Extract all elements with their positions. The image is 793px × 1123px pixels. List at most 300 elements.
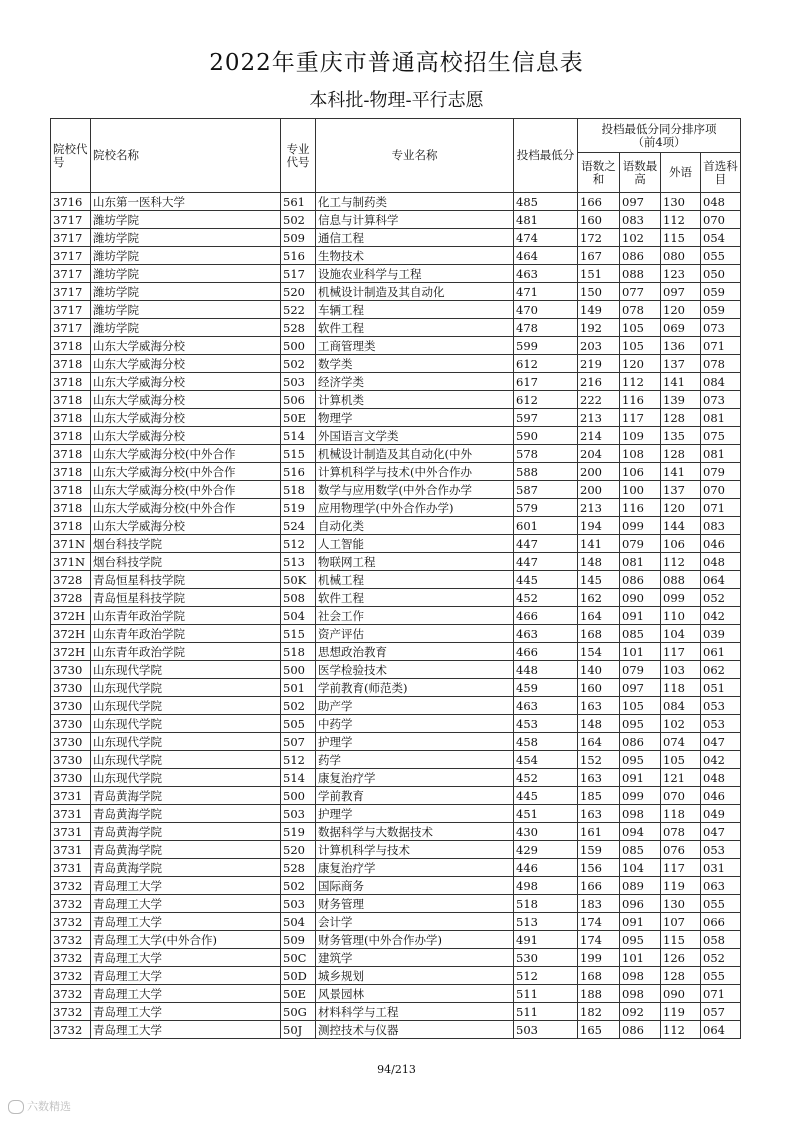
table-row	[51, 805, 741, 823]
cell-major-name: 生物技术	[316, 247, 514, 265]
cell-major-name: 软件工程	[316, 589, 514, 607]
cell-chinese-math-max: 079	[620, 535, 661, 553]
cell-school-code: 371N	[51, 553, 91, 571]
cell-chinese-math-sum: 174	[578, 913, 620, 931]
cell-school-name: 山东青年政治学院	[91, 625, 281, 643]
cell-major-code: 50E	[281, 985, 316, 1003]
cell-chinese-math-max: 077	[620, 283, 661, 301]
table-row	[51, 1003, 741, 1021]
cell-major-code: 501	[281, 679, 316, 697]
cell-min-score: 463	[514, 697, 578, 715]
cell-chinese-math-sum: 148	[578, 715, 620, 733]
cell-major-name: 医学检验技术	[316, 661, 514, 679]
cell-school-name: 潍坊学院	[91, 301, 281, 319]
cell-chinese-math-sum: 199	[578, 949, 620, 967]
table-row	[51, 445, 741, 463]
cell-major-name: 药学	[316, 751, 514, 769]
table-row	[51, 553, 741, 571]
cell-chinese-math-sum: 145	[578, 571, 620, 589]
cell-school-code: 3732	[51, 1003, 91, 1021]
cell-school-name: 烟台科技学院	[91, 553, 281, 571]
cell-chinese-math-sum: 163	[578, 805, 620, 823]
cell-school-code: 3731	[51, 823, 91, 841]
table-row	[51, 949, 741, 967]
cell-min-score: 498	[514, 877, 578, 895]
cell-school-name: 山东现代学院	[91, 769, 281, 787]
cell-foreign-language: 076	[661, 841, 701, 859]
cell-major-name: 物联网工程	[316, 553, 514, 571]
cell-chinese-math-max: 091	[620, 913, 661, 931]
cell-school-name: 青岛理工大学	[91, 967, 281, 985]
table-row	[51, 733, 741, 751]
cell-school-name: 山东青年政治学院	[91, 607, 281, 625]
cell-school-name: 青岛黄海学院	[91, 823, 281, 841]
cell-min-score: 464	[514, 247, 578, 265]
cell-min-score: 448	[514, 661, 578, 679]
cell-school-name: 山东大学威海分校	[91, 517, 281, 535]
cell-chinese-math-sum: 151	[578, 265, 620, 283]
header-chinese-math-sum: 语数之和	[578, 153, 620, 193]
cell-school-name: 青岛理工大学	[91, 877, 281, 895]
cell-first-subject: 071	[701, 499, 741, 517]
cell-major-code: 502	[281, 355, 316, 373]
cell-major-code: 528	[281, 319, 316, 337]
cell-foreign-language: 078	[661, 823, 701, 841]
cell-school-name: 山东大学威海分校(中外合作	[91, 481, 281, 499]
cell-first-subject: 070	[701, 481, 741, 499]
cell-first-subject: 071	[701, 337, 741, 355]
cell-min-score: 612	[514, 391, 578, 409]
table-row	[51, 319, 741, 337]
cell-major-code: 507	[281, 733, 316, 751]
cell-major-code: 512	[281, 535, 316, 553]
cell-foreign-language: 136	[661, 337, 701, 355]
cell-major-code: 50D	[281, 967, 316, 985]
cell-school-code: 3732	[51, 877, 91, 895]
table-row	[51, 787, 741, 805]
cell-foreign-language: 106	[661, 535, 701, 553]
cell-foreign-language: 130	[661, 193, 701, 211]
cell-chinese-math-max: 109	[620, 427, 661, 445]
table-row	[51, 481, 741, 499]
cell-foreign-language: 137	[661, 355, 701, 373]
table-row	[51, 643, 741, 661]
cell-chinese-math-sum: 156	[578, 859, 620, 877]
cell-major-name: 机械设计制造及其自动化(中外	[316, 445, 514, 463]
cell-foreign-language: 141	[661, 463, 701, 481]
cell-chinese-math-sum: 165	[578, 1021, 620, 1039]
cell-min-score: 430	[514, 823, 578, 841]
cell-major-name: 学前教育(师范类)	[316, 679, 514, 697]
cell-foreign-language: 069	[661, 319, 701, 337]
cell-chinese-math-max: 078	[620, 301, 661, 319]
table-row	[51, 841, 741, 859]
cell-chinese-math-sum: 164	[578, 607, 620, 625]
table-row	[51, 409, 741, 427]
cell-major-code: 516	[281, 463, 316, 481]
cell-foreign-language: 128	[661, 445, 701, 463]
cell-first-subject: 050	[701, 265, 741, 283]
cell-major-code: 502	[281, 211, 316, 229]
cell-chinese-math-sum: 150	[578, 283, 620, 301]
cell-major-name: 康复治疗学	[316, 769, 514, 787]
cell-foreign-language: 120	[661, 301, 701, 319]
table-row	[51, 877, 741, 895]
table-row	[51, 661, 741, 679]
cell-school-name: 山东大学威海分校	[91, 427, 281, 445]
cell-min-score: 512	[514, 967, 578, 985]
cell-major-code: 504	[281, 607, 316, 625]
cell-school-name: 青岛理工大学	[91, 895, 281, 913]
cell-school-name: 青岛黄海学院	[91, 805, 281, 823]
cell-first-subject: 070	[701, 211, 741, 229]
cell-first-subject: 055	[701, 247, 741, 265]
cell-first-subject: 042	[701, 607, 741, 625]
cell-first-subject: 048	[701, 553, 741, 571]
cell-major-code: 518	[281, 643, 316, 661]
cell-min-score: 503	[514, 1021, 578, 1039]
table-body	[51, 193, 741, 1039]
cell-first-subject: 046	[701, 787, 741, 805]
page-subtitle: 本科批-物理-平行志愿	[309, 90, 484, 111]
cell-chinese-math-sum: 168	[578, 967, 620, 985]
cell-chinese-math-max: 098	[620, 985, 661, 1003]
cell-major-code: 500	[281, 661, 316, 679]
table-row	[51, 265, 741, 283]
cell-min-score: 429	[514, 841, 578, 859]
watermark	[8, 1098, 71, 1114]
cell-first-subject: 083	[701, 517, 741, 535]
header-chinese-math-max: 语数最高	[620, 153, 661, 193]
cell-major-name: 中药学	[316, 715, 514, 733]
cell-school-name: 青岛理工大学	[91, 1003, 281, 1021]
table-row	[51, 535, 741, 553]
cell-foreign-language: 137	[661, 481, 701, 499]
cell-major-code: 50G	[281, 1003, 316, 1021]
cell-min-score: 453	[514, 715, 578, 733]
cell-min-score: 452	[514, 589, 578, 607]
cell-major-name: 数学与应用数学(中外合作办学	[316, 481, 514, 499]
cell-major-name: 思想政治教育	[316, 643, 514, 661]
cell-major-name: 机械设计制造及其自动化	[316, 283, 514, 301]
table-row	[51, 427, 741, 445]
cell-school-code: 3731	[51, 787, 91, 805]
table-row	[51, 985, 741, 1003]
cell-min-score: 447	[514, 553, 578, 571]
cell-major-name: 外国语言文学类	[316, 427, 514, 445]
cell-major-name: 化工与制药类	[316, 193, 514, 211]
cell-major-code: 514	[281, 769, 316, 787]
cell-major-code: 520	[281, 841, 316, 859]
cell-chinese-math-sum: 148	[578, 553, 620, 571]
cell-min-score: 518	[514, 895, 578, 913]
cell-school-code: 3732	[51, 967, 91, 985]
cell-foreign-language: 080	[661, 247, 701, 265]
cell-chinese-math-max: 095	[620, 751, 661, 769]
cell-first-subject: 049	[701, 805, 741, 823]
cell-major-name: 通信工程	[316, 229, 514, 247]
cell-school-name: 山东第一医科大学	[91, 193, 281, 211]
cell-school-code: 3717	[51, 319, 91, 337]
cell-school-code: 3730	[51, 751, 91, 769]
table-row	[51, 355, 741, 373]
cell-foreign-language: 120	[661, 499, 701, 517]
cell-major-code: 50K	[281, 571, 316, 589]
cell-school-name: 潍坊学院	[91, 229, 281, 247]
cell-chinese-math-sum: 164	[578, 733, 620, 751]
cell-major-name: 自动化类	[316, 517, 514, 535]
cell-school-code: 3718	[51, 337, 91, 355]
cell-first-subject: 062	[701, 661, 741, 679]
cell-chinese-math-max: 088	[620, 265, 661, 283]
cell-major-code: 520	[281, 283, 316, 301]
cell-major-code: 50E	[281, 409, 316, 427]
cell-chinese-math-sum: 204	[578, 445, 620, 463]
cell-school-name: 山东现代学院	[91, 751, 281, 769]
cell-major-name: 软件工程	[316, 319, 514, 337]
cell-major-code: 500	[281, 787, 316, 805]
cell-school-code: 372H	[51, 625, 91, 643]
cell-chinese-math-sum: 163	[578, 697, 620, 715]
cell-min-score: 445	[514, 787, 578, 805]
cell-foreign-language: 117	[661, 859, 701, 877]
cell-foreign-language: 105	[661, 751, 701, 769]
table-row	[51, 247, 741, 265]
table-row	[51, 193, 741, 211]
cell-school-name: 山东现代学院	[91, 733, 281, 751]
cell-major-code: 561	[281, 193, 316, 211]
cell-major-code: 503	[281, 895, 316, 913]
cell-school-code: 3716	[51, 193, 91, 211]
cell-min-score: 617	[514, 373, 578, 391]
cell-major-code: 518	[281, 481, 316, 499]
cell-chinese-math-sum: 200	[578, 463, 620, 481]
cell-min-score: 612	[514, 355, 578, 373]
cell-school-name: 青岛黄海学院	[91, 859, 281, 877]
cell-foreign-language: 139	[661, 391, 701, 409]
cell-major-code: 517	[281, 265, 316, 283]
cell-school-name: 潍坊学院	[91, 247, 281, 265]
cell-chinese-math-max: 095	[620, 715, 661, 733]
header-min-score: 投档最低分	[514, 119, 578, 193]
cell-first-subject: 039	[701, 625, 741, 643]
cell-first-subject: 052	[701, 589, 741, 607]
cell-school-code: 3731	[51, 859, 91, 877]
cell-chinese-math-sum: 185	[578, 787, 620, 805]
cell-chinese-math-max: 085	[620, 841, 661, 859]
cell-chinese-math-max: 102	[620, 229, 661, 247]
cell-foreign-language: 112	[661, 553, 701, 571]
cell-min-score: 458	[514, 733, 578, 751]
cell-school-code: 3732	[51, 931, 91, 949]
cell-major-code: 505	[281, 715, 316, 733]
cell-school-code: 3730	[51, 679, 91, 697]
cell-school-code: 3730	[51, 697, 91, 715]
watermark-text: 六数精选	[27, 1100, 71, 1113]
cell-school-name: 潍坊学院	[91, 283, 281, 301]
cell-first-subject: 059	[701, 283, 741, 301]
cell-school-name: 山东大学威海分校	[91, 337, 281, 355]
cell-foreign-language: 088	[661, 571, 701, 589]
cell-chinese-math-max: 108	[620, 445, 661, 463]
table-row	[51, 859, 741, 877]
header-major-code: 专业代号	[281, 119, 316, 193]
cell-first-subject: 059	[701, 301, 741, 319]
header-foreign-language: 外语	[661, 153, 701, 193]
cell-school-name: 山东大学威海分校	[91, 373, 281, 391]
cell-chinese-math-sum: 162	[578, 589, 620, 607]
cell-major-code: 506	[281, 391, 316, 409]
cell-chinese-math-max: 094	[620, 823, 661, 841]
cell-foreign-language: 135	[661, 427, 701, 445]
cell-school-code: 3717	[51, 247, 91, 265]
cell-school-name: 青岛理工大学(中外合作)	[91, 931, 281, 949]
cell-major-name: 机械工程	[316, 571, 514, 589]
cell-chinese-math-sum: 182	[578, 1003, 620, 1021]
cell-major-name: 会计学	[316, 913, 514, 931]
cell-foreign-language: 126	[661, 949, 701, 967]
cell-major-code: 50J	[281, 1021, 316, 1039]
cell-chinese-math-max: 101	[620, 949, 661, 967]
cell-foreign-language: 110	[661, 607, 701, 625]
cell-school-code: 3717	[51, 211, 91, 229]
cell-first-subject: 053	[701, 715, 741, 733]
cell-chinese-math-max: 089	[620, 877, 661, 895]
table-row	[51, 571, 741, 589]
cell-min-score: 463	[514, 265, 578, 283]
cell-chinese-math-sum: 219	[578, 355, 620, 373]
cell-major-name: 物理学	[316, 409, 514, 427]
cell-min-score: 513	[514, 913, 578, 931]
cell-min-score: 445	[514, 571, 578, 589]
cell-chinese-math-sum: 141	[578, 535, 620, 553]
cell-major-code: 528	[281, 859, 316, 877]
table-row	[51, 697, 741, 715]
cell-first-subject: 051	[701, 679, 741, 697]
header-tiebreak-title: 投档最低分同分排序项	[601, 121, 717, 136]
watermark-logo-icon	[8, 1100, 24, 1114]
cell-min-score: 452	[514, 769, 578, 787]
cell-chinese-math-max: 099	[620, 787, 661, 805]
cell-first-subject: 063	[701, 877, 741, 895]
cell-school-code: 371N	[51, 535, 91, 553]
cell-school-name: 山东现代学院	[91, 715, 281, 733]
table-row	[51, 589, 741, 607]
cell-chinese-math-sum: 161	[578, 823, 620, 841]
cell-major-code: 519	[281, 499, 316, 517]
table-row	[51, 229, 741, 247]
cell-major-code: 515	[281, 445, 316, 463]
cell-chinese-math-sum: 192	[578, 319, 620, 337]
cell-chinese-math-max: 095	[620, 931, 661, 949]
cell-chinese-math-max: 104	[620, 859, 661, 877]
cell-school-code: 3728	[51, 571, 91, 589]
cell-school-name: 山东大学威海分校	[91, 409, 281, 427]
cell-school-name: 山东现代学院	[91, 661, 281, 679]
table-row	[51, 679, 741, 697]
cell-min-score: 478	[514, 319, 578, 337]
cell-school-code: 3730	[51, 769, 91, 787]
cell-school-name: 青岛黄海学院	[91, 841, 281, 859]
cell-major-name: 应用物理学(中外合作办学)	[316, 499, 514, 517]
cell-first-subject: 052	[701, 949, 741, 967]
cell-chinese-math-max: 081	[620, 553, 661, 571]
cell-school-code: 372H	[51, 643, 91, 661]
cell-major-name: 工商管理类	[316, 337, 514, 355]
cell-foreign-language: 141	[661, 373, 701, 391]
cell-school-code: 3731	[51, 805, 91, 823]
cell-major-name: 护理学	[316, 805, 514, 823]
cell-foreign-language: 119	[661, 877, 701, 895]
cell-major-name: 数学类	[316, 355, 514, 373]
cell-school-name: 山东大学威海分校(中外合作	[91, 445, 281, 463]
cell-chinese-math-sum: 222	[578, 391, 620, 409]
cell-major-code: 508	[281, 589, 316, 607]
cell-foreign-language: 097	[661, 283, 701, 301]
table-row	[51, 967, 741, 985]
cell-first-subject: 046	[701, 535, 741, 553]
cell-school-code: 3718	[51, 409, 91, 427]
cell-chinese-math-max: 097	[620, 193, 661, 211]
cell-chinese-math-sum: 168	[578, 625, 620, 643]
cell-major-name: 计算机科学与技术(中外合作办	[316, 463, 514, 481]
cell-first-subject: 053	[701, 697, 741, 715]
cell-major-name: 康复治疗学	[316, 859, 514, 877]
cell-min-score: 578	[514, 445, 578, 463]
cell-chinese-math-max: 116	[620, 391, 661, 409]
cell-chinese-math-sum: 149	[578, 301, 620, 319]
cell-min-score: 599	[514, 337, 578, 355]
cell-chinese-math-max: 097	[620, 679, 661, 697]
cell-chinese-math-max: 105	[620, 337, 661, 355]
cell-school-code: 3732	[51, 949, 91, 967]
cell-school-code: 3718	[51, 517, 91, 535]
cell-first-subject: 073	[701, 319, 741, 337]
cell-chinese-math-max: 101	[620, 643, 661, 661]
admission-table	[50, 118, 741, 1039]
cell-chinese-math-max: 085	[620, 625, 661, 643]
cell-chinese-math-sum: 188	[578, 985, 620, 1003]
cell-min-score: 470	[514, 301, 578, 319]
table-row	[51, 607, 741, 625]
cell-major-code: 504	[281, 913, 316, 931]
cell-major-code: 509	[281, 931, 316, 949]
cell-foreign-language: 074	[661, 733, 701, 751]
cell-chinese-math-sum: 154	[578, 643, 620, 661]
cell-foreign-language: 118	[661, 805, 701, 823]
cell-major-name: 财务管理	[316, 895, 514, 913]
cell-min-score: 454	[514, 751, 578, 769]
cell-chinese-math-sum: 159	[578, 841, 620, 859]
cell-first-subject: 081	[701, 445, 741, 463]
cell-chinese-math-max: 091	[620, 607, 661, 625]
cell-first-subject: 061	[701, 643, 741, 661]
cell-chinese-math-max: 096	[620, 895, 661, 913]
cell-major-code: 524	[281, 517, 316, 535]
cell-first-subject: 055	[701, 895, 741, 913]
table-row	[51, 211, 741, 229]
cell-major-name: 信息与计算科学	[316, 211, 514, 229]
cell-school-name: 山东大学威海分校	[91, 391, 281, 409]
table-row	[51, 913, 741, 931]
header-major-name: 专业名称	[316, 119, 514, 193]
cell-school-code: 3731	[51, 841, 91, 859]
cell-chinese-math-max: 112	[620, 373, 661, 391]
cell-chinese-math-max: 105	[620, 319, 661, 337]
cell-school-name: 青岛恒星科技学院	[91, 589, 281, 607]
cell-major-name: 数据科学与大数据技术	[316, 823, 514, 841]
table-row	[51, 301, 741, 319]
